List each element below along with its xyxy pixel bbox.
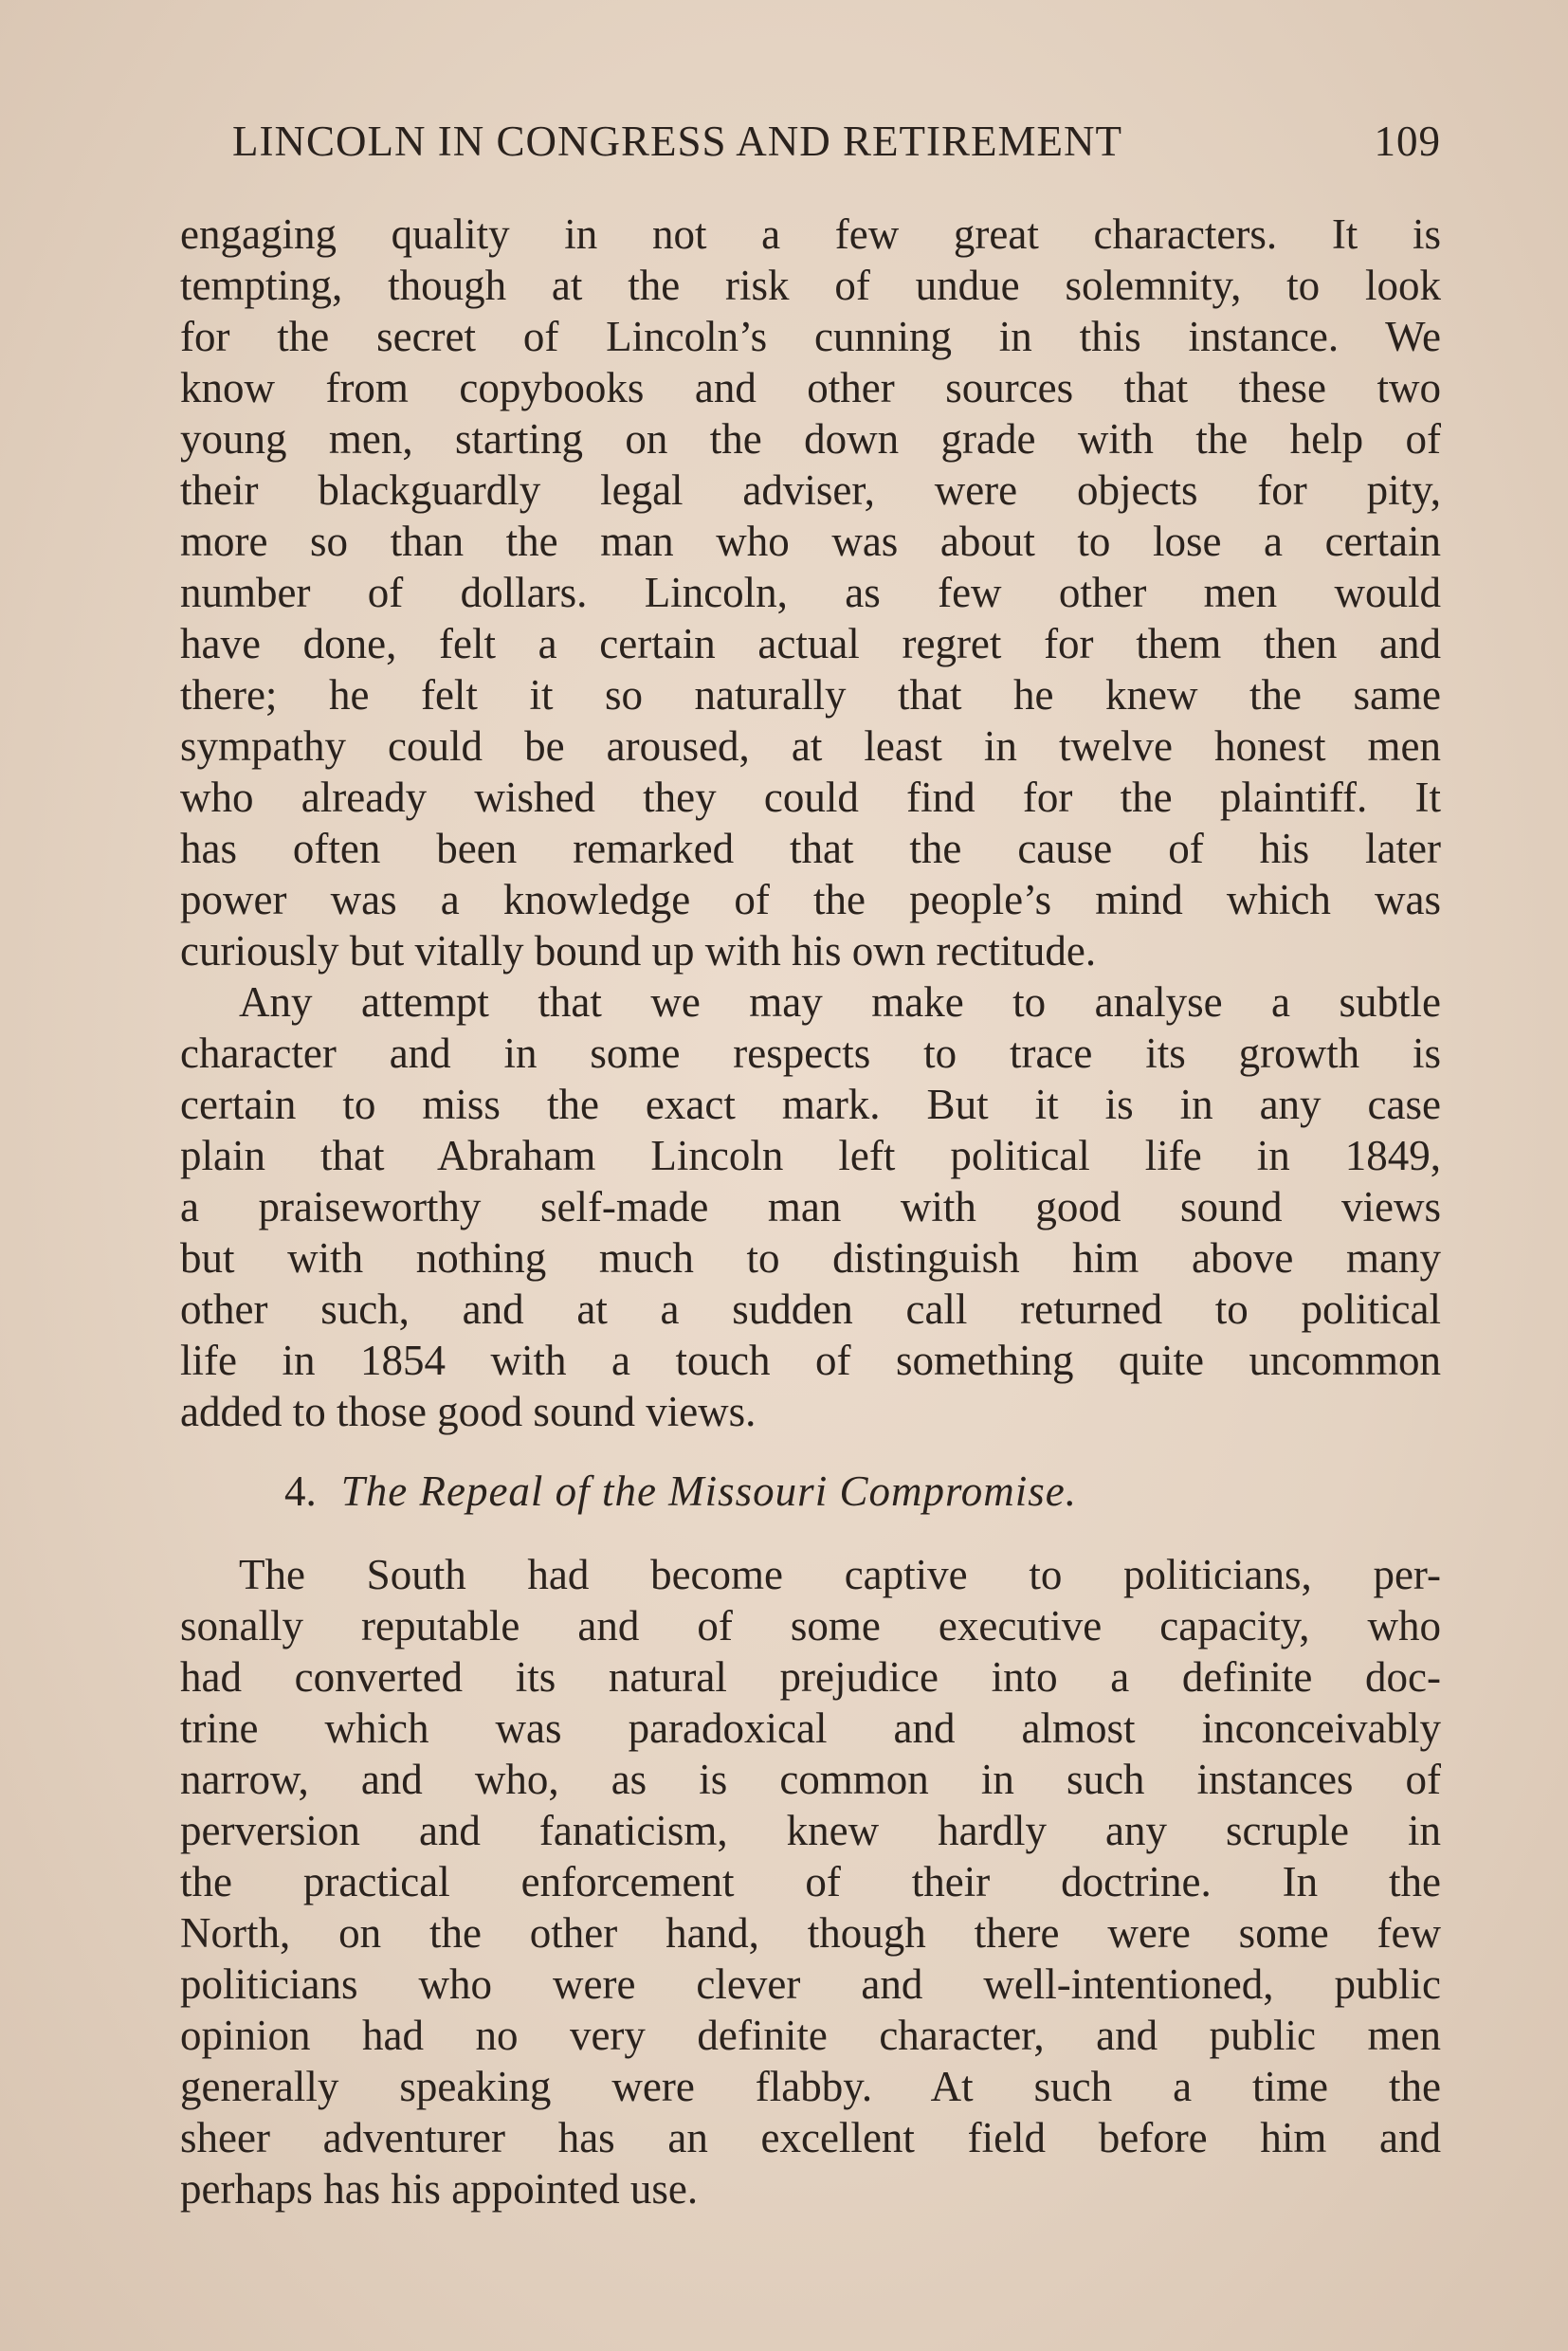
text-line: other such, and at a sudden call returned to political — [180, 1285, 1441, 1333]
text-line: trine which was paradoxical and almost inconceivably — [180, 1704, 1441, 1752]
text-line: perhaps has his appointed use. — [180, 2165, 699, 2213]
section-number: 4. — [284, 1467, 317, 1515]
text-line: power was a knowledge of the people’s mind which was — [180, 876, 1441, 923]
text-line: North, on the other hand, though there were some few — [180, 1909, 1441, 1957]
text-line: character and in some respects to trace its growth is — [180, 1030, 1441, 1077]
text-line: the practical enforcement of their doctrine. In the — [180, 1858, 1441, 1905]
text-line: had converted its natural prejudice into a definite doc- — [180, 1653, 1441, 1701]
text-line: curiously but vitally bound up with his own rectitude. — [180, 927, 1097, 975]
text-line: sympathy could be aroused, at least in twelve honest men — [180, 722, 1441, 770]
text-line: young men, starting on the down grade with the help of — [180, 415, 1441, 463]
text-line: who already wished they could find for the plaintiff. It — [180, 774, 1441, 821]
text-line: tempting, though at the risk of undue solemnity, to look — [180, 262, 1441, 309]
running-head-title: LINCOLN IN CONGRESS AND RETIREMENT — [232, 118, 1122, 165]
text-line: sheer adventurer has an excellent field before him and — [180, 2114, 1441, 2161]
text-line: life in 1854 with a touch of something quite uncommon — [180, 1337, 1441, 1384]
text-line: Any attempt that we may make to analyse a subtle — [239, 978, 1441, 1026]
page-number: 109 — [1374, 118, 1441, 165]
text-line: but with nothing much to distinguish him above many — [180, 1234, 1441, 1282]
text-line: perversion and fanaticism, knew hardly any scruple in — [180, 1807, 1441, 1854]
text-line: their blackguardly legal adviser, were objects for pity, — [180, 466, 1441, 514]
text-line: opinion had no very definite character, and public men — [180, 2012, 1441, 2059]
text-line: for the secret of Lincoln’s cunning in this instance. We — [180, 313, 1441, 360]
text-line: plain that Abraham Lincoln left political life in 1849, — [180, 1132, 1441, 1179]
text-line: a praiseworthy self-made man with good sound views — [180, 1183, 1441, 1230]
text-line: engaging quality in not a few great characters. It is — [180, 210, 1441, 258]
text-line: generally speaking were flabby. At such a time the — [180, 2063, 1441, 2110]
text-line: there; he felt it so naturally that he knew the same — [180, 671, 1441, 719]
book-page — [180, 112, 1441, 2292]
text-line: The South had become captive to politicians, per- — [239, 1551, 1441, 1598]
text-line: has often been remarked that the cause of his later — [180, 825, 1441, 872]
text-line: politicians who were clever and well-intentioned, public — [180, 1960, 1441, 2008]
text-line: know from copybooks and other sources that these two — [180, 364, 1441, 411]
text-line: sonally reputable and of some executive capacity, who — [180, 1602, 1441, 1649]
text-line: narrow, and who, as is common in such instances of — [180, 1756, 1441, 1803]
section-title: The Repeal of the Missouri Compromise. — [340, 1467, 1078, 1515]
section-heading — [284, 1462, 1441, 1521]
text-line: added to those good sound views. — [180, 1388, 757, 1435]
text-line: number of dollars. Lincoln, as few other men would — [180, 569, 1441, 616]
text-line: certain to miss the exact mark. But it is in any case — [180, 1081, 1441, 1128]
running-head — [232, 112, 1441, 171]
text-line: more so than the man who was about to lose a certain — [180, 518, 1441, 565]
text-line: have done, felt a certain actual regret for them then and — [180, 620, 1441, 667]
